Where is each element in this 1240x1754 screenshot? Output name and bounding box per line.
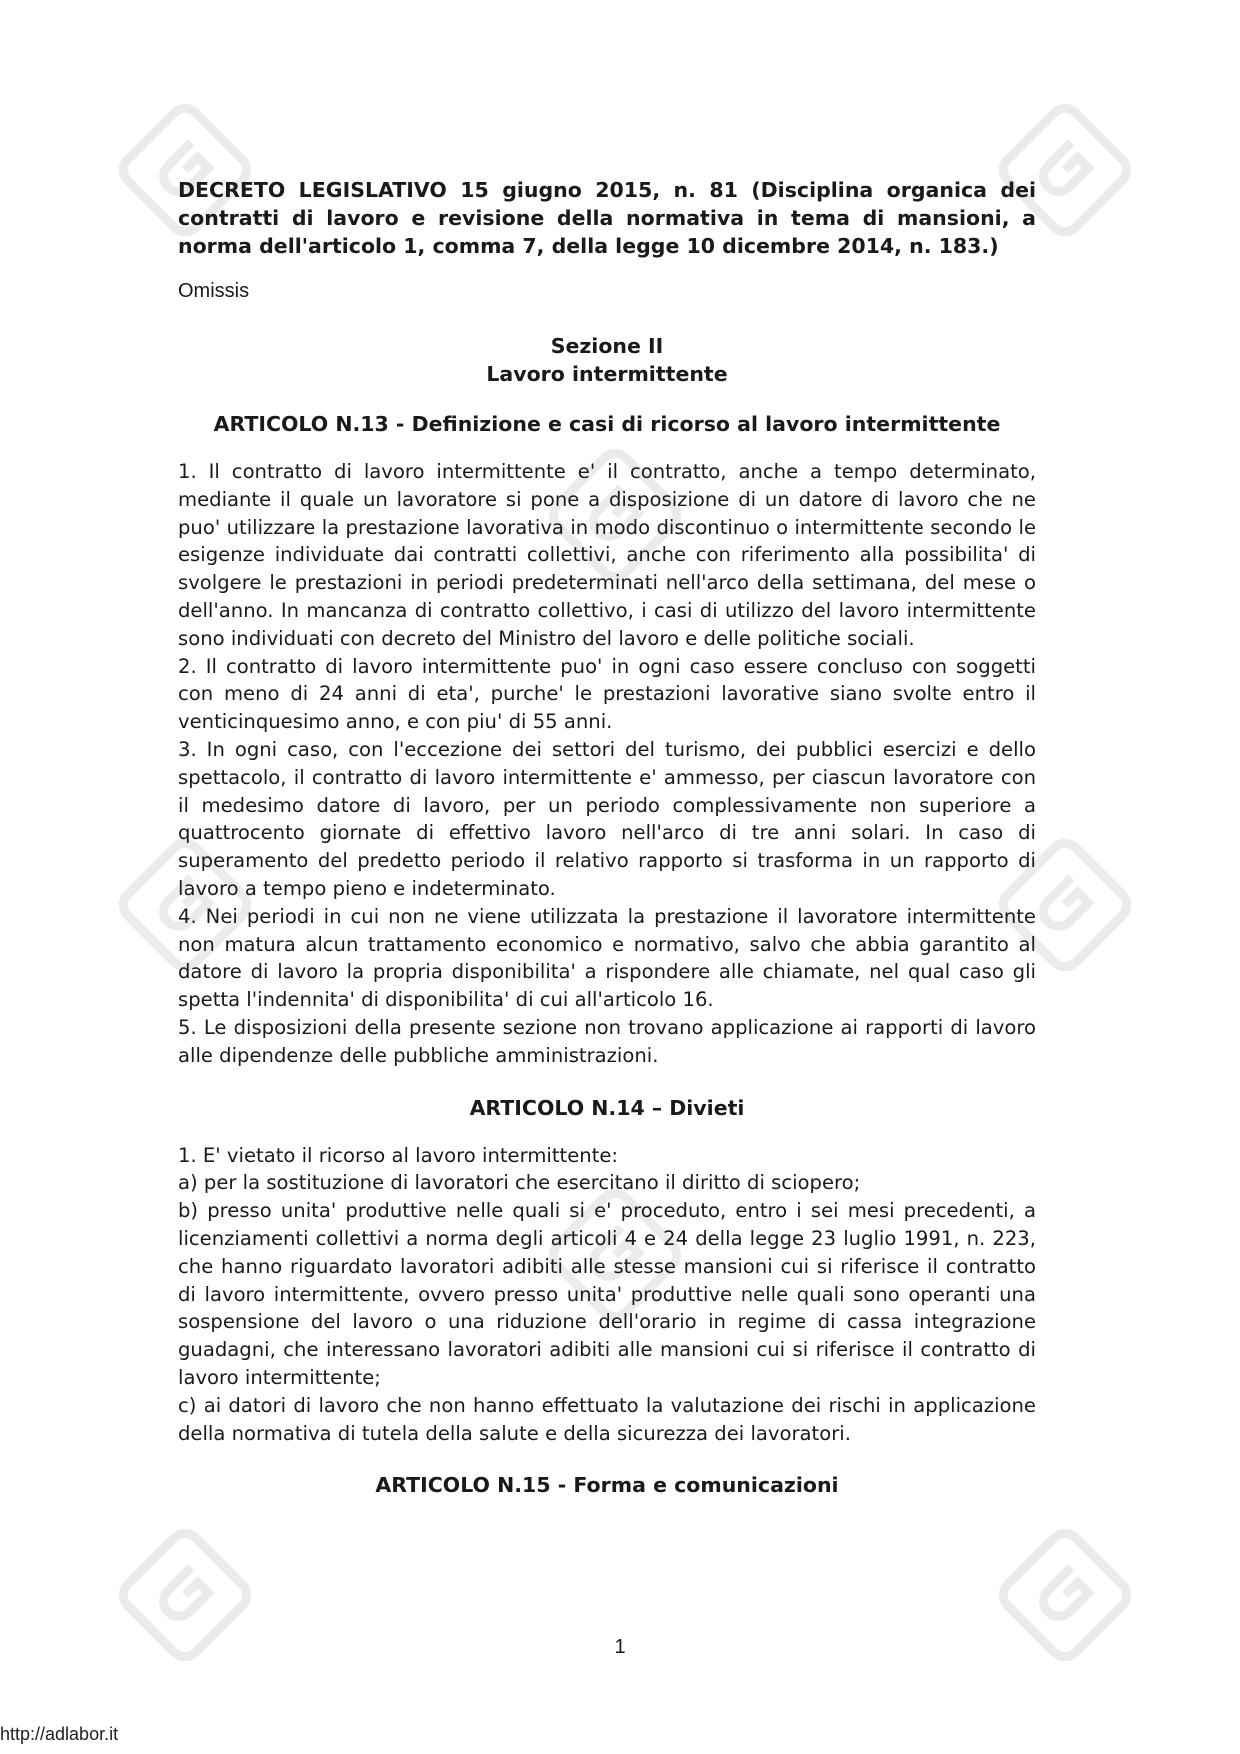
section-title: Lavoro intermittente	[486, 362, 728, 386]
article-14-item-c: c) ai datori di lavoro che non hanno effettuato la valutazione dei rischi in applicazione della normativa di tutela della salute e della sicurezza dei lavoratori.	[178, 1393, 1036, 1445]
article-13-paragraph-1: 1. Il contratto di lavoro intermittente e' il contratto, anche a tempo determinato, mediante il quale un lavoratore si pone a disposizione di un datore di lavoro che ne puo' utilizzare la prestazione lavorativa in modo discontinuo o intermittente secondo le esigenze individuate dai contratti collettivi, anche con riferimento alla possibilita' di svolgere le prestazioni in periodi predeterminati nell'arco della settimana, del mese o dell'anno. In mancanza di contratto collettivo, i casi di utilizzo del lavoro intermittente sono individuati con decreto del Ministro del lavoro e delle politiche sociali.	[178, 460, 1036, 650]
section-heading	[178, 332, 1036, 388]
article-14-item-a: a) per la sostituzione di lavoratori che esercitano il diritto di sciopero;	[178, 1171, 861, 1195]
article-14-item-b: b) presso unita' produttive nelle quali si e' proceduto, entro i sei mesi precedenti, a licenziamenti collettivi a norma degli articoli 4 e 24 della legge 23 luglio 1991, n. 223, che hanno riguardato lavoratori adibiti alle stesse mansioni cui si riferisce il contratto di lavoro intermittente, ovvero presso unita' produttive nelle quali sono operanti una sospensione del lavoro o una riduzione dell'orario in regime di cassa integrazione guadagni, che interessano lavoratori adibiti alle mansioni cui si riferisce il contratto di lavoro intermittente;	[178, 1199, 1036, 1389]
omissis-note: Omissis	[178, 280, 250, 302]
article-15-heading: ARTICOLO N.15 - Forma e comunicazioni	[375, 1473, 839, 1498]
section-number: Sezione II	[550, 334, 664, 358]
article-14-heading: ARTICOLO N.14 – Divieti	[469, 1095, 745, 1120]
article-14-paragraph-1: 1. E' vietato il ricorso al lavoro intermittente:	[178, 1143, 619, 1167]
article-14-body	[178, 1142, 1036, 1448]
article-13-paragraph-4: 4. Nei periodi in cui non ne viene utilizzata la prestazione il lavoratore intermittente non matura alcun trattamento economico e normativo, salvo che abbia garantito al datore di lavoro la propria disponibilita' a rispondere alle chiamate, nel qual caso gli spetta l'indennita' di disponibilita' di cui all'articolo 16.	[178, 904, 1036, 1012]
article-13-paragraph-5: 5. Le disposizioni della presente sezione non trovano applicazione ai rapporti di lavoro alle dipendenze delle pubbliche amministrazioni.	[178, 1015, 1036, 1067]
footer-url: http://adlabor.it	[0, 1724, 119, 1744]
page-number: 1	[614, 1636, 626, 1658]
article-13-body	[178, 458, 1036, 1070]
article-13-heading: ARTICOLO N.13 - Definizione e casi di ricorso al lavoro intermittente	[213, 412, 1001, 436]
article-13-paragraph-3: 3. In ogni caso, con l'eccezione dei settori del turismo, dei pubblici esercizi e dello spettacolo, il contratto di lavoro intermittente e' ammesso, per ciascun lavoratore con il medesimo datore di lavoro, per un periodo complessivamente non superiore a quattrocento giornate di effettivo lavoro nell'arco di tre anni solari. In caso di superamento del predetto periodo il relativo rapporto si trasforma in un rapporto di lavoro a tempo pieno e indeterminato.	[178, 737, 1036, 900]
document-title: DECRETO LEGISLATIVO 15 giugno 2015, n. 81 (Disciplina organica dei contratti di lavoro e revisione della normativa in tema di mansioni, a norma dell'articolo 1, comma 7, della legge 10 dicembre 2014, n. 183.)	[178, 178, 1036, 258]
document-page	[178, 176, 1036, 1499]
article-13-paragraph-2: 2. Il contratto di lavoro intermittente puo' in ogni caso essere concluso con soggetti con meno di 24 anni di eta', purche' le prestazioni lavorative siano svolte entro il venticinquesimo anno, e con piu' di 55 anni.	[178, 654, 1036, 734]
